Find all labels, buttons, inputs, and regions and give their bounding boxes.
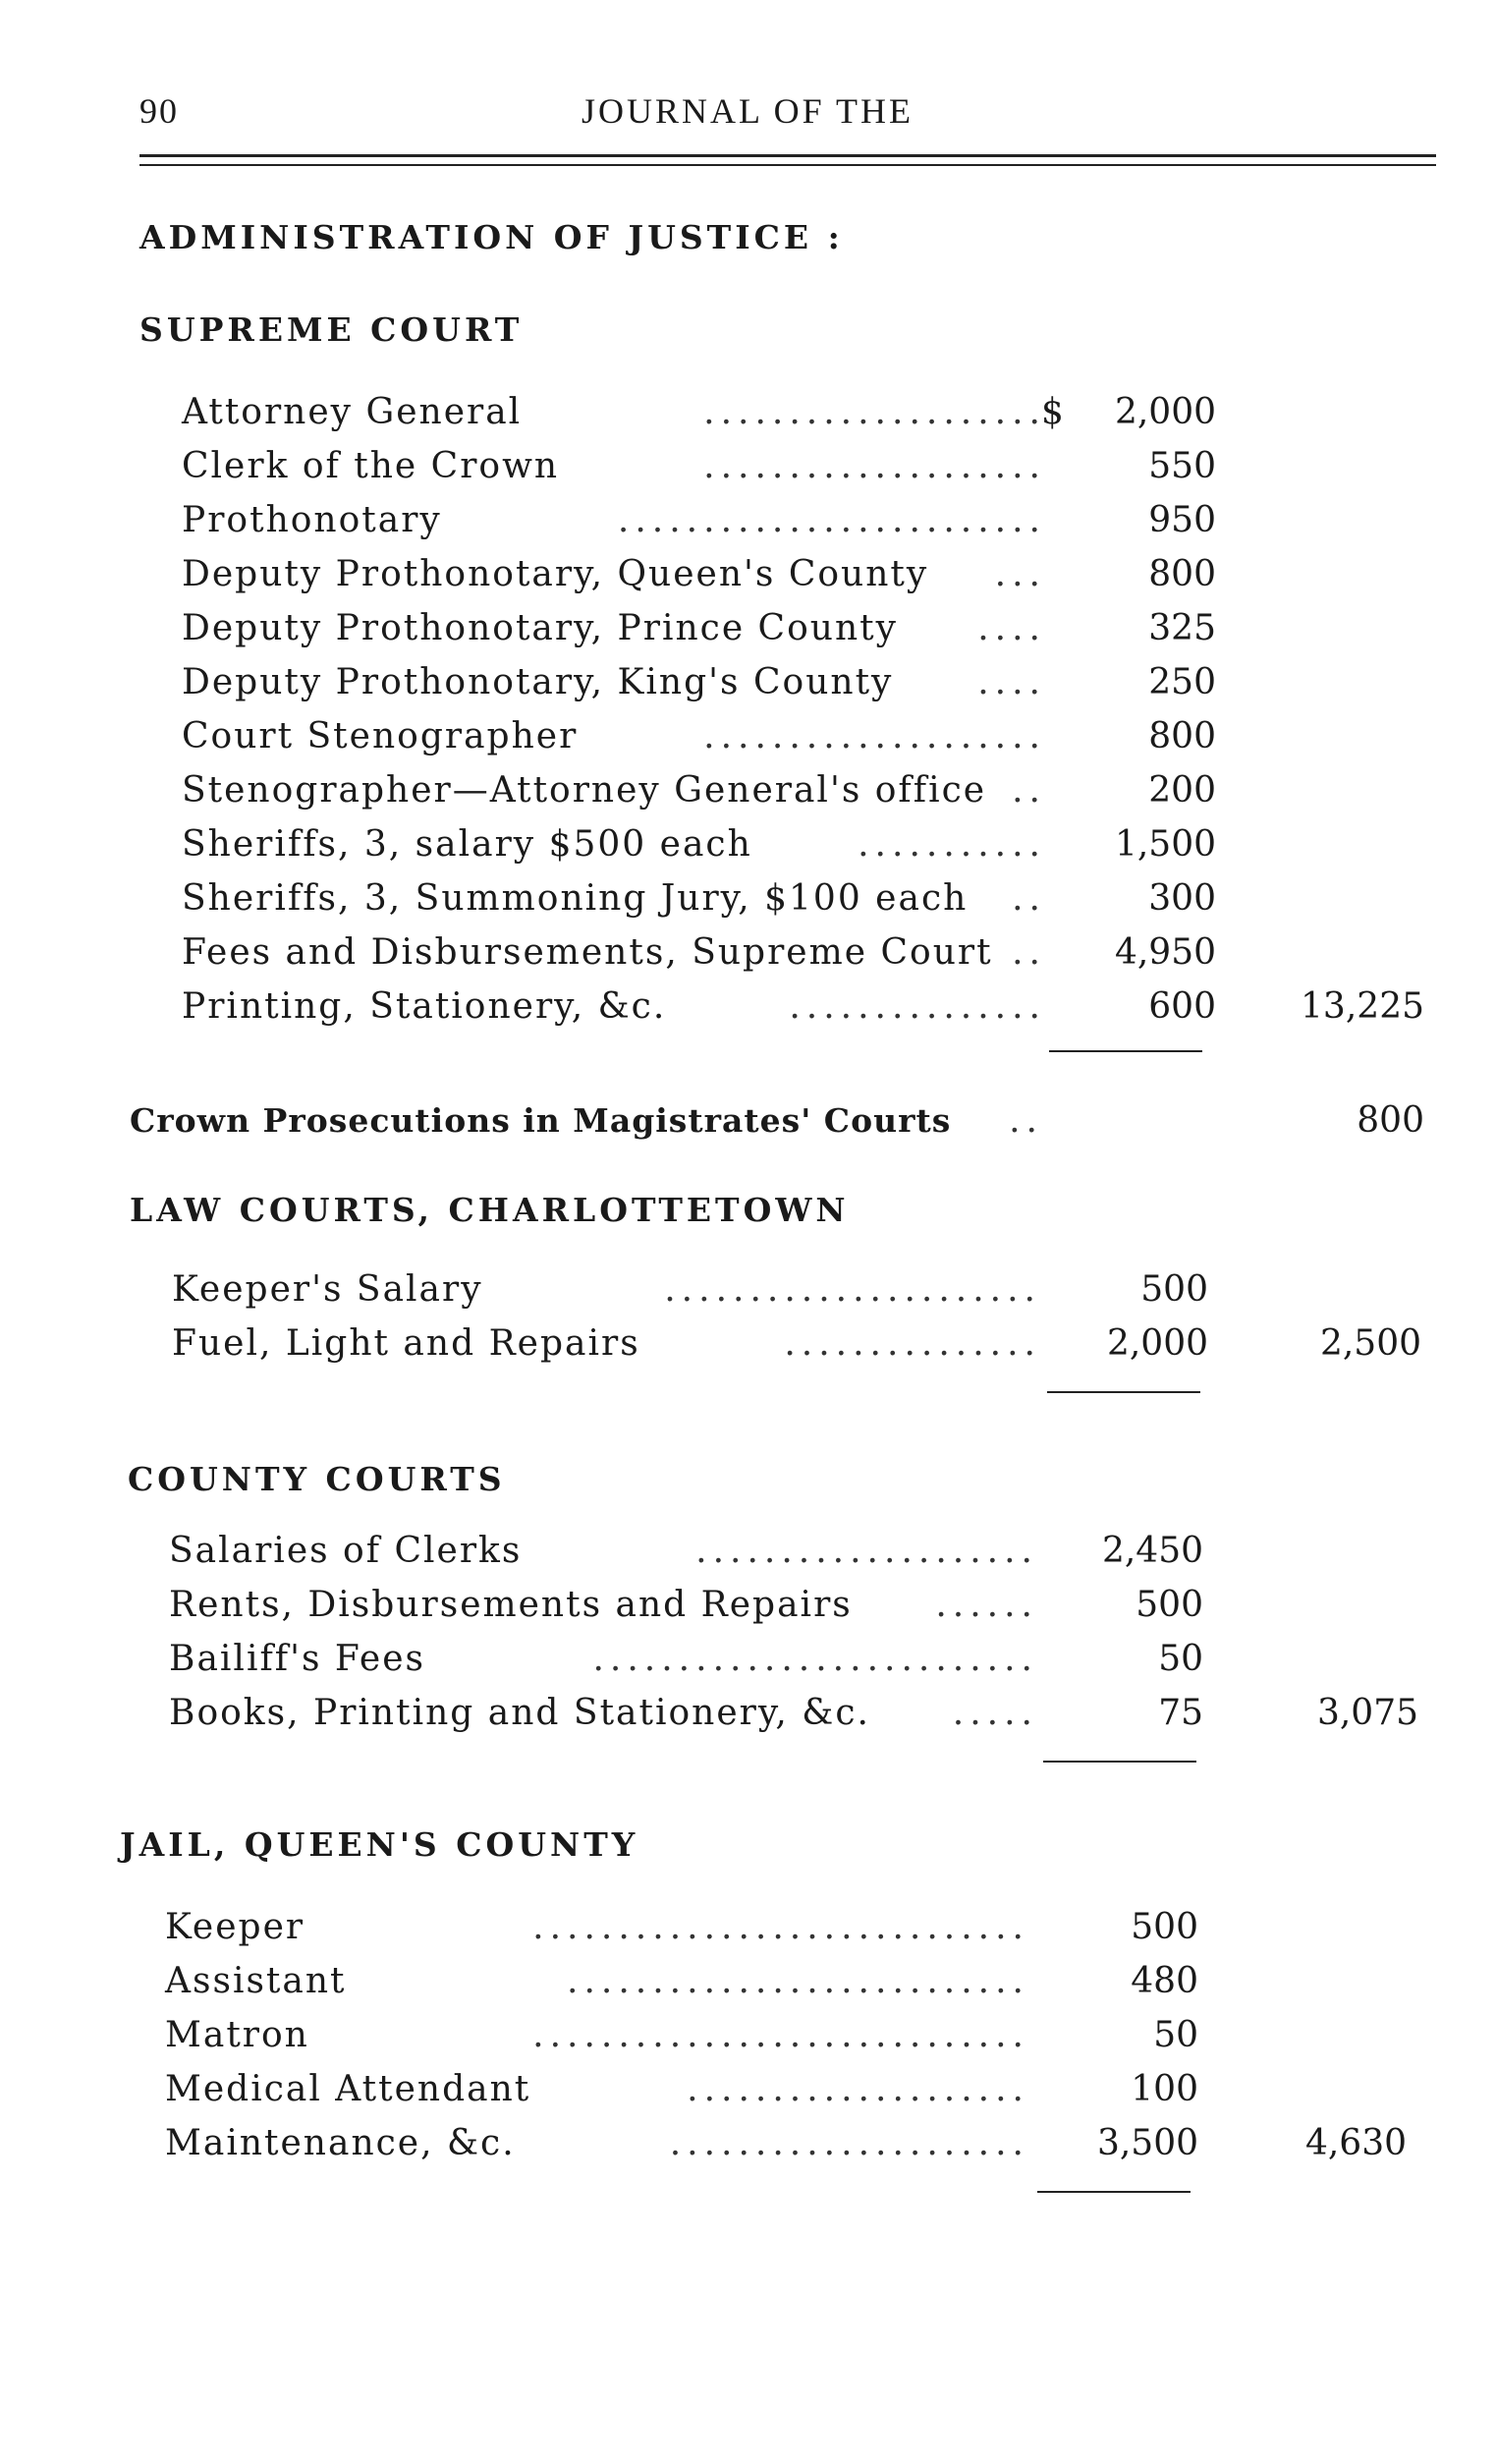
section-total: 2,500 bbox=[1319, 1323, 1421, 1364]
leader-dots: .. bbox=[1009, 1100, 1043, 1141]
law-courts-heading: LAW COURTS, CHARLOTTETOWN bbox=[130, 1191, 850, 1229]
leader-dots: .. bbox=[1012, 878, 1046, 919]
item-amount: 2,450 bbox=[1101, 1531, 1203, 1571]
item-label: Salaries of Clerks bbox=[169, 1531, 523, 1571]
crown-prosecutions-label: Crown Prosecutions in Magistrates' Courts bbox=[130, 1101, 952, 1140]
item-label: Prothonotary bbox=[182, 500, 442, 540]
item-amount: 1,500 bbox=[1114, 824, 1216, 865]
item-label: Assistant bbox=[165, 1961, 347, 2001]
list-item bbox=[169, 1638, 1038, 1681]
item-amount: 2,000 bbox=[1106, 1323, 1208, 1364]
item-label: Fees and Disbursements, Supreme Court bbox=[182, 932, 993, 973]
item-amount: 250 bbox=[1148, 662, 1216, 702]
leader-dots: ........... bbox=[858, 824, 1046, 865]
item-label: Keeper's Salary bbox=[172, 1269, 483, 1310]
sum-rule bbox=[1049, 1050, 1202, 1052]
item-amount: 75 bbox=[1158, 1693, 1203, 1733]
list-item bbox=[172, 1268, 1041, 1312]
page-number: 90 bbox=[139, 91, 179, 131]
list-item bbox=[165, 2122, 1029, 2165]
leader-dots: .. bbox=[1012, 770, 1046, 811]
leader-dots: ...... bbox=[935, 1585, 1038, 1625]
list-item bbox=[182, 985, 1046, 1029]
item-amount: 3,500 bbox=[1096, 2123, 1198, 2163]
running-head: JOURNAL OF THE bbox=[582, 91, 914, 131]
item-label: Printing, Stationery, &c. bbox=[182, 986, 667, 1027]
list-item bbox=[172, 1322, 1041, 1366]
leader-dots: ........................... bbox=[567, 1961, 1029, 2001]
item-label: Court Stenographer bbox=[182, 716, 579, 756]
item-label: Deputy Prothonotary, King's County bbox=[182, 662, 894, 702]
item-label: Medical Attendant bbox=[165, 2069, 531, 2109]
item-label: Deputy Prothonotary, Queen's County bbox=[182, 554, 929, 594]
item-label: Sheriffs, 3, Summoning Jury, $100 each bbox=[182, 878, 969, 919]
list-item bbox=[165, 2068, 1029, 2111]
list-item bbox=[182, 715, 1046, 758]
section-total: 3,075 bbox=[1316, 1693, 1418, 1733]
list-item bbox=[182, 877, 1046, 921]
leader-dots: ...................... bbox=[664, 1269, 1041, 1310]
item-label: Deputy Prothonotary, Prince County bbox=[182, 608, 898, 648]
crown-prosecutions-total: 800 bbox=[1357, 1100, 1424, 1141]
leader-dots: .... bbox=[977, 608, 1046, 648]
leader-dots: .. bbox=[1012, 932, 1046, 973]
item-label: Bailiff's Fees bbox=[169, 1639, 426, 1679]
section-total: 13,225 bbox=[1301, 986, 1424, 1027]
list-item bbox=[169, 1584, 1038, 1627]
list-item bbox=[169, 1530, 1038, 1573]
item-label: Attorney General bbox=[182, 392, 523, 432]
list-item bbox=[165, 1906, 1029, 1949]
leader-dots: ............... bbox=[789, 986, 1046, 1027]
item-label: Matron bbox=[165, 2015, 309, 2055]
leader-dots: ..... bbox=[952, 1693, 1038, 1733]
item-amount: 500 bbox=[1140, 1269, 1208, 1310]
list-item bbox=[182, 931, 1046, 975]
header-rule-lower bbox=[139, 164, 1436, 166]
list-item bbox=[182, 445, 1046, 488]
item-amount: 300 bbox=[1148, 878, 1216, 919]
sum-rule bbox=[1047, 1391, 1200, 1393]
jail-queens-county-heading: JAIL, QUEEN'S COUNTY bbox=[120, 1825, 639, 1864]
list-item bbox=[169, 1692, 1038, 1735]
item-label: Keeper bbox=[165, 1907, 305, 1947]
item-label: Books, Printing and Stationery, &c. bbox=[169, 1693, 870, 1733]
section-title: ADMINISTRATION OF JUSTICE : bbox=[139, 218, 844, 256]
list-item bbox=[165, 2014, 1029, 2057]
dollar-sign: $ bbox=[1041, 392, 1064, 432]
item-label: Rents, Disbursements and Repairs bbox=[169, 1585, 853, 1625]
list-item bbox=[182, 553, 1046, 596]
leader-dots: ............................. bbox=[532, 1907, 1029, 1947]
leader-dots: .................... bbox=[703, 716, 1046, 756]
item-amount: 500 bbox=[1131, 1907, 1198, 1947]
list-item bbox=[182, 391, 1046, 434]
section-total: 4,630 bbox=[1304, 2123, 1407, 2163]
sum-rule bbox=[1037, 2191, 1191, 2193]
item-amount: 480 bbox=[1131, 1961, 1198, 2001]
item-amount: 325 bbox=[1148, 608, 1216, 648]
list-item bbox=[165, 1960, 1029, 2003]
item-label: Sheriffs, 3, salary $500 each bbox=[182, 824, 752, 865]
item-amount: 50 bbox=[1153, 2015, 1198, 2055]
leader-dots: ............................. bbox=[532, 2015, 1029, 2055]
item-amount: 800 bbox=[1148, 554, 1216, 594]
page-header bbox=[139, 90, 1436, 140]
list-item bbox=[182, 607, 1046, 650]
leader-dots: .................... bbox=[703, 392, 1046, 432]
header-rule bbox=[139, 154, 1436, 157]
item-amount: 2,000 bbox=[1114, 392, 1216, 432]
item-amount: 100 bbox=[1131, 2069, 1198, 2109]
item-label: Stenographer—Attorney General's office bbox=[182, 770, 987, 811]
leader-dots: ............... bbox=[784, 1323, 1041, 1364]
leader-dots: .................... bbox=[695, 1531, 1038, 1571]
supreme-court-heading: SUPREME COURT bbox=[139, 310, 524, 349]
leader-dots: ..................... bbox=[669, 2123, 1029, 2163]
leader-dots: ... bbox=[994, 554, 1046, 594]
leader-dots: .................... bbox=[703, 446, 1046, 486]
list-item bbox=[182, 769, 1046, 812]
leader-dots: .... bbox=[977, 662, 1046, 702]
item-label: Fuel, Light and Repairs bbox=[172, 1323, 640, 1364]
leader-dots: .................... bbox=[687, 2069, 1029, 2109]
county-courts-heading: COUNTY COURTS bbox=[128, 1460, 506, 1498]
item-amount: 50 bbox=[1158, 1639, 1203, 1679]
list-item bbox=[182, 823, 1046, 867]
crown-prosecutions-row bbox=[130, 1099, 1043, 1143]
item-amount: 800 bbox=[1148, 716, 1216, 756]
item-amount: 200 bbox=[1148, 770, 1216, 811]
list-item bbox=[182, 499, 1046, 542]
leader-dots: ......................... bbox=[617, 500, 1046, 540]
item-amount: 600 bbox=[1148, 986, 1216, 1027]
item-amount: 4,950 bbox=[1114, 932, 1216, 973]
item-amount: 950 bbox=[1148, 500, 1216, 540]
list-item bbox=[182, 661, 1046, 704]
item-label: Maintenance, &c. bbox=[165, 2123, 516, 2163]
item-label: Clerk of the Crown bbox=[182, 446, 560, 486]
item-amount: 550 bbox=[1148, 446, 1216, 486]
leader-dots: .......................... bbox=[592, 1639, 1038, 1679]
item-amount: 500 bbox=[1136, 1585, 1203, 1625]
sum-rule bbox=[1043, 1761, 1196, 1763]
